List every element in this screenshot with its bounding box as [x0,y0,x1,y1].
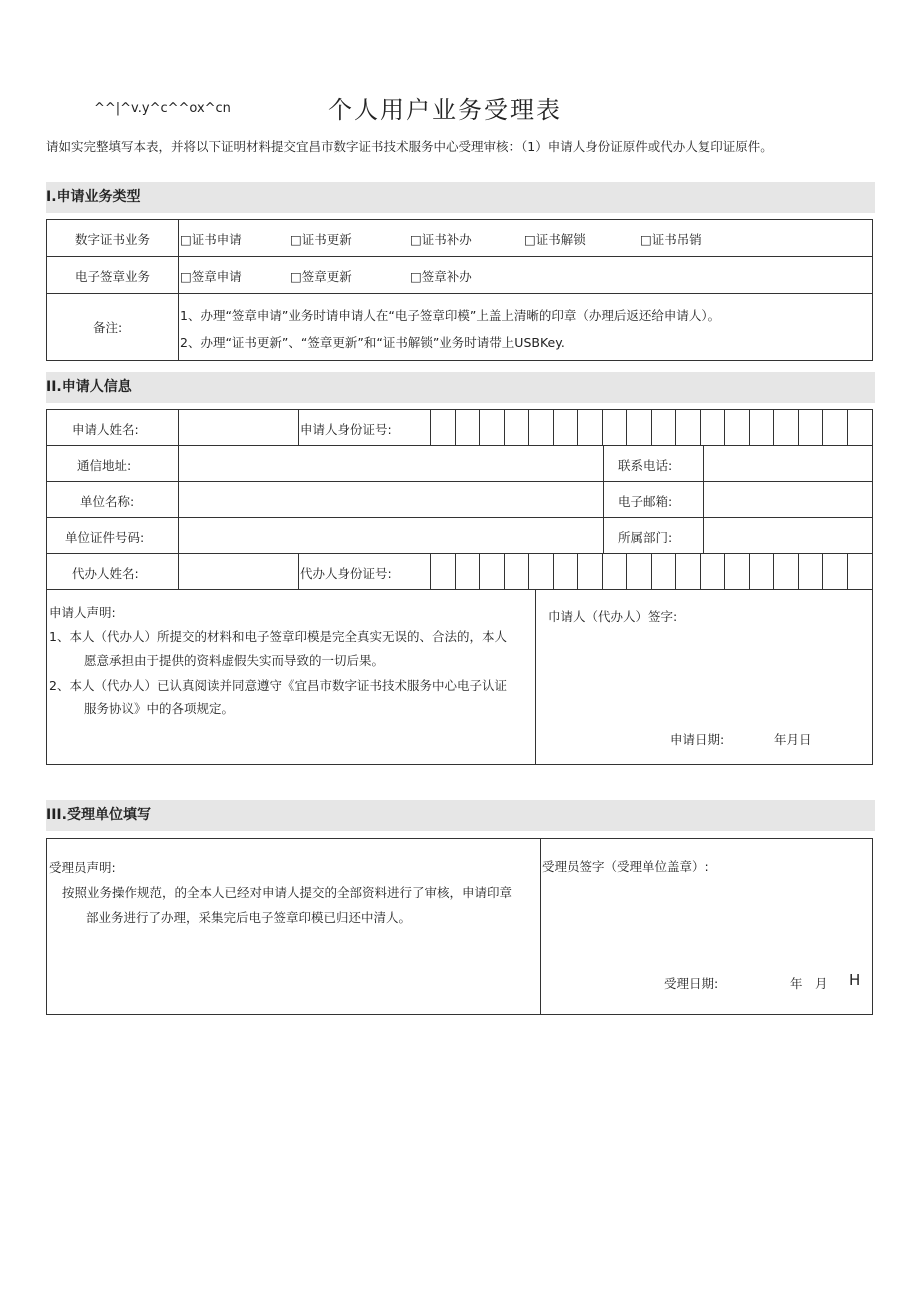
seal-business-label: 电子签章业务 [75,269,151,284]
cert-business-label: 数字证书业务 [75,232,151,247]
org-id-label: 单位证件号码: [65,530,145,545]
section-header-acceptance: III.受理单位填写 [46,800,875,831]
id-digit-divider [626,409,627,445]
notes-label: 备注: [93,320,123,335]
address-input[interactable] [179,446,602,480]
id-digit-divider [430,409,431,445]
org-name-label: 单位名称: [80,494,135,509]
checkbox-cert-reissue[interactable]: □证书补办 [410,232,472,247]
checkbox-seal-reissue[interactable]: □签章补办 [410,269,472,284]
id-digit-divider [430,553,431,589]
id-digit-divider [700,409,701,445]
agent-id-label: 代办人身份证号: [300,566,392,581]
checkbox-cert-renew[interactable]: □证书更新 [290,232,352,247]
id-digit-divider [504,409,505,445]
phone-label: 联系电话: [618,458,673,473]
phone-input[interactable] [704,446,872,480]
id-digit-divider [749,553,750,589]
id-digit-divider [577,553,578,589]
id-digit-divider [577,409,578,445]
accept-date-year[interactable]: 年 [790,976,803,991]
id-digit-divider [749,409,750,445]
applicant-signature-field[interactable] [540,630,870,720]
checkbox-cert-apply[interactable]: □证书申请 [180,232,242,247]
id-digit-divider [847,409,848,445]
accept-date-day[interactable]: H [849,971,861,989]
section-header-applicant-info: II.申请人信息 [46,372,875,403]
id-digit-divider [553,409,554,445]
acceptor-declaration-title: 受理员声明: [49,860,116,875]
form-code: ^^|^v.y^c^^ox^cn [94,101,231,116]
id-digit-divider [822,409,823,445]
page-title: 个人用户业务受理表 [328,96,562,124]
acceptor-declaration-line: 部业务进行了办理，采集完后电子签章印模已归还中清人。 [86,910,412,925]
id-digit-divider [798,553,799,589]
agent-name-input[interactable] [179,554,297,588]
checkbox-seal-apply[interactable]: □签章申请 [180,269,242,284]
id-digit-divider [798,409,799,445]
apply-date-label: 申请日期: [670,732,725,747]
applicant-name-label: 申请人姓名: [72,422,139,437]
applicant-id-label: 申请人身份证号: [300,422,392,437]
id-digit-divider [773,409,774,445]
id-digit-divider [724,553,725,589]
id-digit-divider [479,409,480,445]
id-digit-divider [822,553,823,589]
applicant-declaration-line: 1、本人（代办人）所提交的材料和电子签章印模是完全真实无误的、合法的，本人 [49,629,507,644]
applicant-signature-label: 巾请人（代办人）签字: [548,609,678,624]
org-id-input[interactable] [179,518,602,552]
address-label: 通信地址: [77,458,132,473]
id-digit-divider [651,409,652,445]
applicant-declaration-line: 愿意承担由于提供的资料虚假失实而导致的一切后果。 [84,653,385,668]
id-digit-divider [651,553,652,589]
instructions: 请如实完整填写本表，并将以下证明材料提交宜昌市数字证书技术服务中心受理审核：（1）申请人身份证原件或代办人复印证原件。 [46,139,773,154]
id-digit-divider [847,553,848,589]
email-input[interactable] [704,482,872,516]
id-digit-divider [504,553,505,589]
id-digit-divider [675,409,676,445]
id-digit-divider [528,553,529,589]
checkbox-seal-renew[interactable]: □签章更新 [290,269,352,284]
id-digit-divider [626,553,627,589]
applicant-name-input[interactable] [179,410,297,444]
id-digit-divider [724,409,725,445]
applicant-declaration-title: 申请人声明: [49,605,116,620]
acceptor-signature-label: 受理员签字（受理单位盖章）: [542,859,709,874]
id-digit-divider [675,553,676,589]
note-2: 2、办理“证书更新”、“签章更新”和“证书解锁”业务时请带上USBKey. [180,335,565,350]
id-digit-divider [773,553,774,589]
acceptor-signature-field[interactable] [545,880,870,960]
id-digit-divider [479,553,480,589]
agent-name-label: 代办人姓名: [72,566,139,581]
id-digit-divider [455,409,456,445]
id-digit-divider [602,409,603,445]
section-header-business-type: I.申请业务类型 [46,182,875,213]
id-digit-divider [700,553,701,589]
apply-date-field[interactable]: 年月日 [774,732,812,747]
checkbox-cert-revoke[interactable]: □证书吊销 [640,232,702,247]
applicant-declaration-line: 服务协议》中的各项规定。 [84,701,235,716]
checkbox-cert-unlock[interactable]: □证书解锁 [524,232,586,247]
accept-date-month[interactable]: 月 [815,976,828,991]
email-label: 电子邮箱: [618,494,673,509]
id-digit-divider [528,409,529,445]
id-digit-divider [553,553,554,589]
id-digit-divider [602,553,603,589]
note-1: 1、办理“签章申请”业务时请申请人在“电子签章印模”上盖上清晰的印章（办理后返还给申请人）。 [180,308,721,323]
applicant-declaration-line: 2、本人（代办人）已认真阅读并同意遵守《宜昌市数字证书技术服务中心电子认证 [49,678,507,693]
org-name-input[interactable] [179,482,602,516]
dept-label: 所属部门: [618,530,673,545]
id-digit-divider [455,553,456,589]
dept-input[interactable] [704,518,872,552]
accept-date-label: 受理日期: [664,976,719,991]
acceptor-declaration-line: 按照业务操作规范，的全本人已经对申请人提交的全部资料进行了审核，申请印章 [62,885,513,900]
